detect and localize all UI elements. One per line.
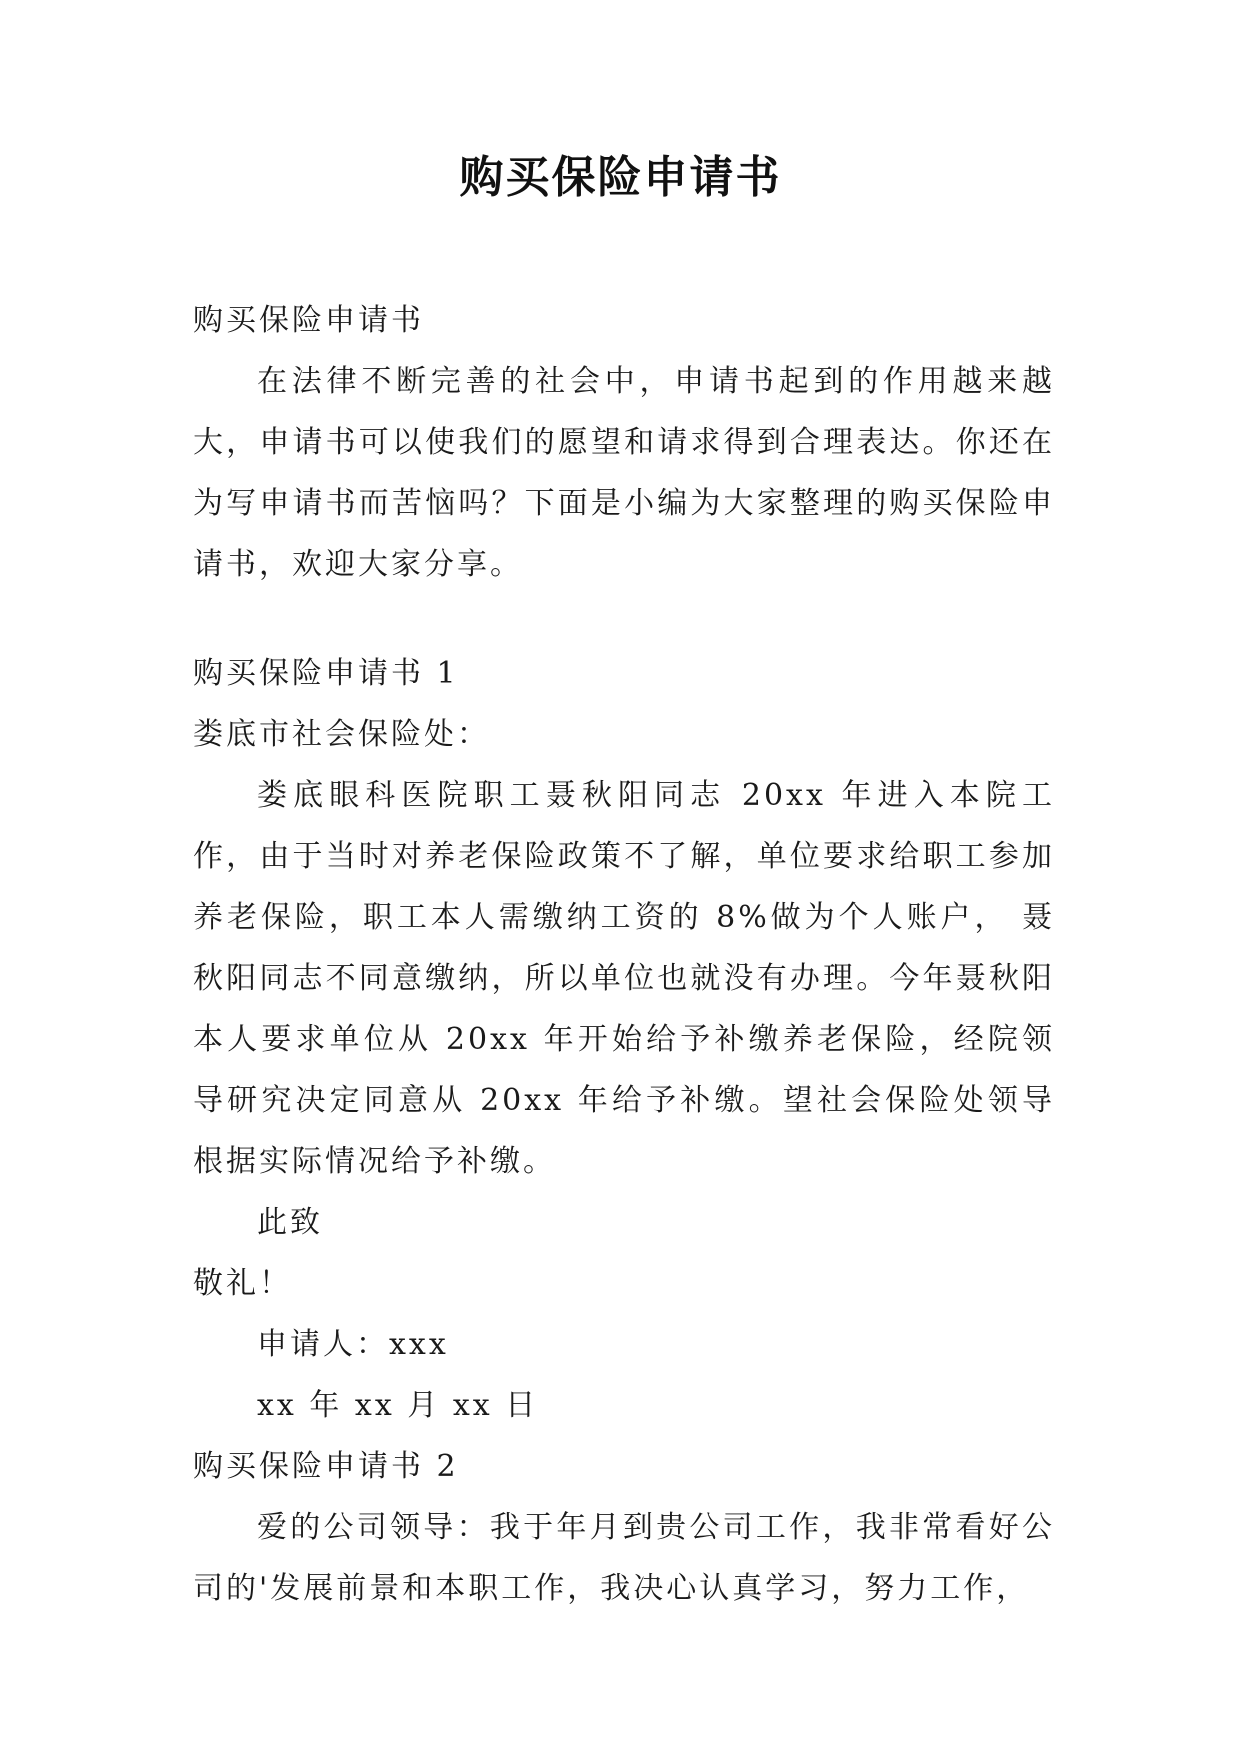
closing-regards: 此致: [257, 1205, 323, 1240]
spacer: [193, 595, 1055, 643]
closing-salute: 敬礼！: [193, 1266, 292, 1301]
section2-heading: 购买保险申请书 2: [193, 1449, 459, 1484]
document-title: 购买保险申请书: [459, 152, 782, 203]
date-line: xx 年 xx 月 xx 日: [257, 1388, 539, 1423]
section1-heading: 购买保险申请书 1: [193, 656, 459, 691]
section1-body: 娄底眼科医院职工聂秋阳同志 20xx 年进入本院工作，由于当时对养老保险政策不了解，单位要求给职工参加养老保险，职工本人需缴纳工资的 8%做为个人账户， 聂秋阳同志不同意缴纳，所以单位也就没有办理。今年聂秋阳本人要求单位从 20xx 年开始给予补缴养老保险，经院领导研究决定同意从 20xx 年给予补缴。望社会保险处领导根据实际情况给予补缴。: [193, 778, 1055, 1179]
subtitle: 购买保险申请书: [193, 303, 424, 338]
applicant-line: 申请人：xxx: [257, 1327, 449, 1362]
document-body: [193, 290, 1055, 1619]
intro-paragraph: 在法律不断完善的社会中，申请书起到的作用越来越大，申请书可以使我们的愿望和请求得到合理表达。你还在为写申请书而苦恼吗？下面是小编为大家整理的购买保险申请书，欢迎大家分享。: [193, 364, 1055, 582]
section2-body: 爱的公司领导：我于年月到贵公司工作，我非常看好公司的'发展前景和本职工作，我决心认真学习，努力工作，: [193, 1510, 1055, 1606]
section1-salutation: 娄底市社会保险处：: [193, 717, 490, 752]
